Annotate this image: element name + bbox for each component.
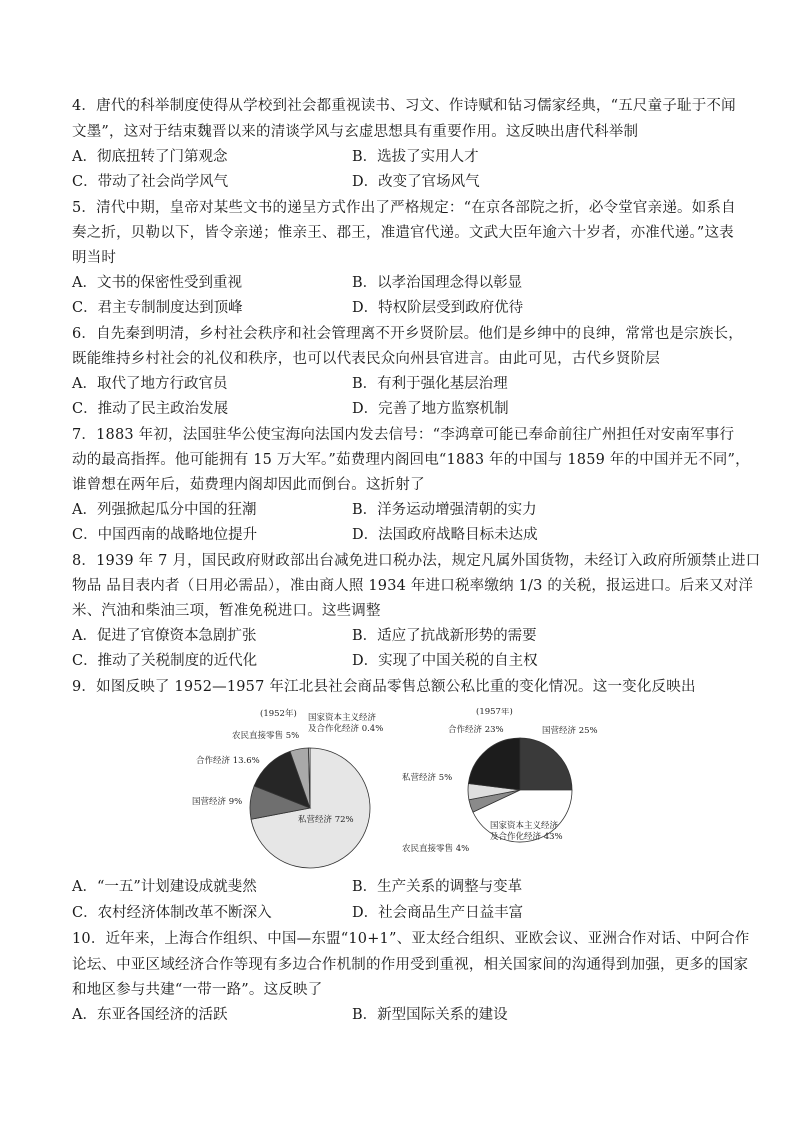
q7-option-a[interactable]: A．列强掀起瓜分中国的狂潮 <box>72 502 257 518</box>
pie-title-1: (1957年) <box>476 708 513 717</box>
q7-stem-line-3: 谁曾想在两年后，茹费理内阁却因此而倒台。这折射了 <box>72 477 425 493</box>
pie-label-0-4-cont: 及合作化经济 0.4% <box>308 724 384 734</box>
q4-option-d[interactable]: D．改变了官场风气 <box>352 174 480 190</box>
q8-option-d[interactable]: D．实现了中国关税的自主权 <box>352 653 538 669</box>
q6-stem-line-2: 既能维持乡村社会的礼仪和秩序，也可以代表民众向州县官进言。由此可见，古代乡贤阶层 <box>72 351 660 367</box>
pie-charts-svg <box>190 708 620 872</box>
q9-option-a[interactable]: A．“一五”计划建设成就斐然 <box>72 879 257 895</box>
q5-stem-line-3: 明当时 <box>72 250 117 266</box>
q8-option-c[interactable]: C．推动了关税制度的近代化 <box>72 653 258 669</box>
q6-option-c[interactable]: C．推动了民主政治发展 <box>72 401 229 417</box>
pie-label-0-4: 国家资本主义经济 <box>308 713 377 723</box>
q9-stem-line-1: 9．如图反映了 1952—1957 年江北县社会商品零售总额公私比重的变化情况。这一变化反映出 <box>72 679 696 695</box>
q9-pie-charts <box>190 708 620 872</box>
q4-stem-line-2: 文墨”，这对于结束魏晋以来的清谈学风与玄虚思想具有重要作用。这反映出唐代科举制 <box>72 124 639 140</box>
q5-option-b[interactable]: B．以孝治国理念得以彰显 <box>352 275 523 291</box>
pie-label-1-1: 国家资本主义经济 <box>490 821 559 831</box>
pie-label-1-4: 合作经济 23% <box>448 725 504 735</box>
q8-stem-line-3: 米、汽油和柴油三项，暂准免税进口。这些调整 <box>72 603 381 619</box>
pie-label-1-1-cont: 及合作化经济 43% <box>490 832 563 842</box>
q9-option-b[interactable]: B．生产关系的调整与变革 <box>352 879 523 895</box>
pie-label-1-3: 私营经济 5% <box>402 773 453 783</box>
q7-option-c[interactable]: C．中国西南的战略地位提升 <box>72 527 258 543</box>
q4-option-b[interactable]: B．选拔了实用人才 <box>352 149 479 165</box>
q10-option-b[interactable]: B．新型国际关系的建设 <box>352 1007 508 1023</box>
pie-label-0-1: 国营经济 9% <box>192 797 243 807</box>
pie-label-1-2: 农民直接零售 4% <box>402 844 470 854</box>
pie-label-1-0: 国营经济 25% <box>542 726 598 736</box>
q6-stem-line-1: 6．自先秦到明清，乡村社会秩序和社会管理离不开乡贤阶层。他们是乡绅中的良绅，常常也是宗族长， <box>72 326 743 342</box>
q5-option-a[interactable]: A．文书的保密性受到重视 <box>72 275 242 291</box>
q10-stem-line-1: 10．近年来，上海合作组织、中国—东盟“10+1”、亚太经合组织、亚欧会议、亚洲合作对话、中阿合作 <box>72 931 750 947</box>
q9-option-d[interactable]: D．社会商品生产日益丰富 <box>352 905 524 921</box>
q8-option-a[interactable]: A．促进了官僚资本急剧扩张 <box>72 628 257 644</box>
q8-option-b[interactable]: B．适应了抗战新形势的需要 <box>352 628 537 644</box>
q8-stem-line-1: 8．1939 年 7 月，国民政府财政部出台减免进口税办法，规定凡属外国货物，未经订入政府所颁禁止进口 <box>72 553 761 569</box>
q6-option-a[interactable]: A．取代了地方行政官员 <box>72 376 228 392</box>
q7-stem-line-1: 7．1883 年初，法国驻华公使宝海向法国内发去信号：“李鸿章可能已奉命前往广州担任对安南军事行 <box>72 427 735 443</box>
pie-title-0: (1952年) <box>260 709 297 719</box>
q8-stem-line-2: 物品 品目表内者（日用必需品），准由商人照 1934 年进口税率缴纳 1/3 的关税，报运进口。后来又对洋 <box>72 578 754 594</box>
q4-option-c[interactable]: C．带动了社会尚学风气 <box>72 174 229 190</box>
q5-option-d[interactable]: D．特权阶层受到政府优待 <box>352 300 524 316</box>
q7-option-b[interactable]: B．洋务运动增强清朝的实力 <box>352 502 537 518</box>
q5-option-c[interactable]: C．君主专制制度达到顶峰 <box>72 300 243 316</box>
pie-label-0-2: 合作经济 13.6% <box>196 756 260 766</box>
q4-stem-line-1: 4．唐代的科举制度使得从学校到社会都重视读书、习文、作诗赋和钻习儒家经典，“五尺童子耻于不闻 <box>72 98 736 114</box>
q10-stem-line-2: 论坛、中亚区域经济合作等现有多边合作机制的作用受到重视，相关国家间的沟通得到加强，更多的国家 <box>72 957 749 973</box>
q5-stem-line-2: 奏之折，贝勒以下，皆令亲递；惟亲王、郡王，准遣官代递。文武大臣年逾六十岁者，亦准代递。”这表 <box>72 225 734 241</box>
pie-label-0-0: 私营经济 72% <box>298 815 354 825</box>
q5-stem-line-1: 5．清代中期，皇帝对某些文书的递呈方式作出了严格规定：“在京各部院之折，必令堂官亲递。如系自 <box>72 200 736 216</box>
q7-stem-line-2: 动的最高指挥。他可能拥有 15 万大军。”茹费理内阁回电“1883 年的中国与 1859 年的中国并无不同”， <box>72 452 750 468</box>
q7-option-d[interactable]: D．法国政府战略目标未达成 <box>352 527 538 543</box>
q6-option-d[interactable]: D．完善了地方监察机制 <box>352 401 509 417</box>
q6-option-b[interactable]: B．有利于强化基层治理 <box>352 376 508 392</box>
q9-option-c[interactable]: C．农村经济体制改革不断深入 <box>72 905 272 921</box>
q10-option-a[interactable]: A．东亚各国经济的活跃 <box>72 1007 228 1023</box>
pie-slice-1-0 <box>520 738 572 790</box>
pie-label-0-3: 农民直接零售 5% <box>232 731 300 741</box>
q10-stem-line-3: 和地区参与共建“一带一路”。这反映了 <box>72 982 323 998</box>
q4-option-a[interactable]: A．彻底扭转了门第观念 <box>72 149 228 165</box>
pie-slice-1-4 <box>468 738 520 790</box>
